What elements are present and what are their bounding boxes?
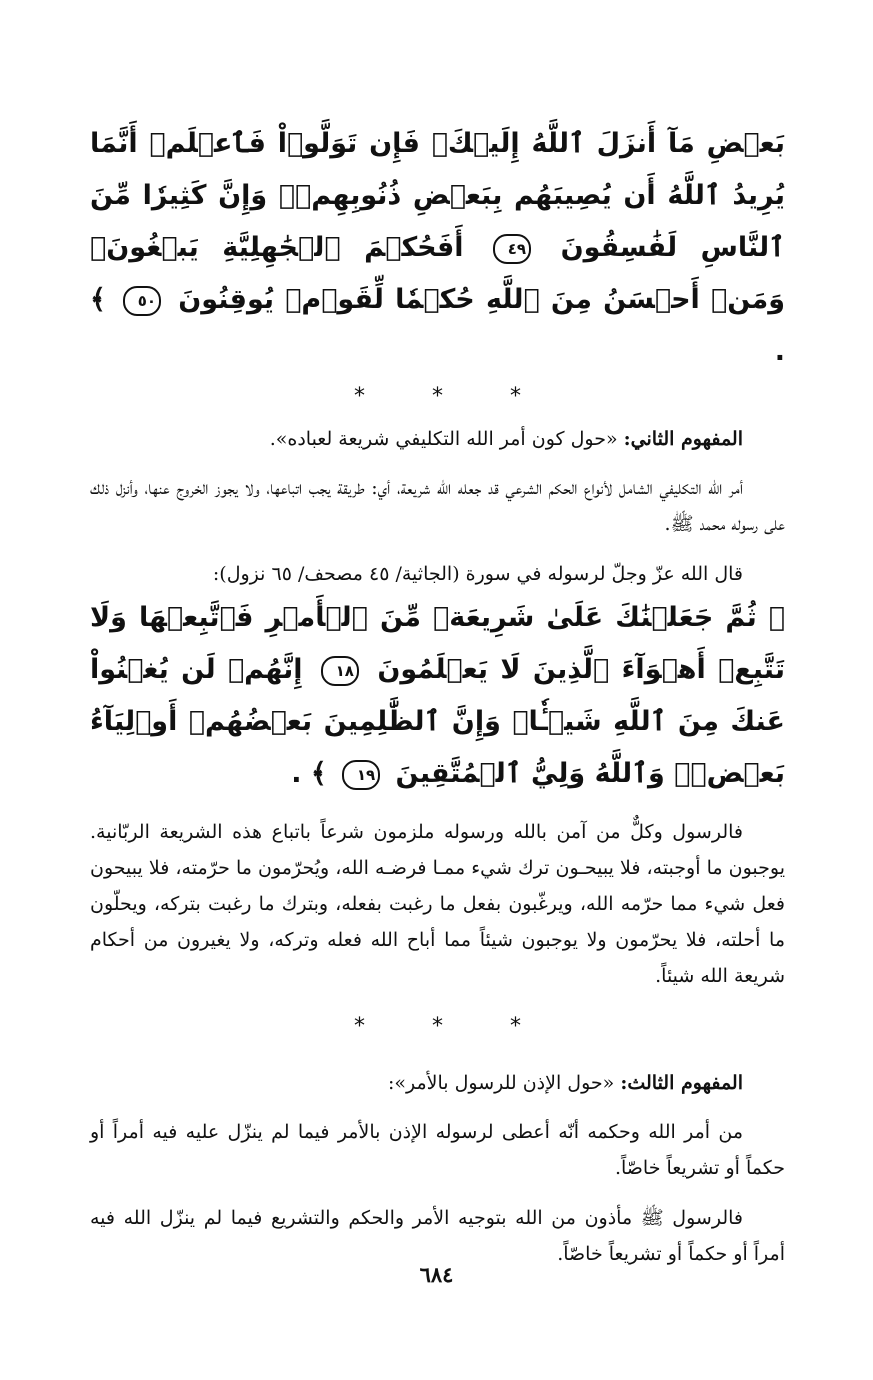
concept-label: المفهوم الثالث: — [620, 1072, 743, 1094]
verse-line: يَعۡلَمُونَ — [377, 654, 488, 685]
section-separator: * * * — [354, 1014, 551, 1039]
verse-line: وَٱللَّهُ وَلِيُّ ٱلۡمُتَّقِينَ — [395, 758, 665, 789]
body-paragraph: أمر الله التكليفي الشامل لأنواع الحكم الشرعي قد جعله الله شريعة، أي: طريقة يجب اتباعها، ولا يجوز الخروج عنها، وأنزل ذلك على رسوله محمد ﷺ. — [90, 477, 785, 535]
section-separator: * * * — [354, 384, 551, 409]
concept-heading — [90, 422, 785, 456]
verse-line: يُوقِنُونَ — [178, 284, 275, 315]
ayah-number-marker: ١٨ — [321, 656, 359, 686]
verse-close-bracket: ﴾ . — [291, 758, 327, 789]
verse-line: ثُمَّ جَعَلۡنَٰكَ عَلَىٰ شَرِيعَةٖ مِّنَ ٱلۡأَمۡرِ فَٱتَّبِعۡهَا وَلَا تَتَّبِعۡ أَهۡوَآءَ ٱلَّذِينَ لَا — [90, 602, 785, 685]
concept-title: «حول الإذن للرسول بالأمر»: — [387, 1072, 615, 1094]
verse-open-bracket: ﴿ — [768, 602, 785, 633]
ayah-number-marker: ٤٩ — [493, 234, 531, 264]
verse-intro: قال الله عزّ وجلّ لرسوله في سورة (الجاثية/ ٤٥ مصحف/ ٦٥ نزول): — [212, 563, 743, 585]
body-paragraph: من أمر الله وحكمه أنّه أعطى لرسوله الإذن بالأمر فيما لم ينزّل عليه فيه أمراً أو حكماً أو تشريعاً خاصّاً. — [90, 1121, 785, 1179]
concept-heading — [90, 1066, 785, 1100]
verse-line: أَفَحُكۡمَ ٱلۡجَٰهِلِيَّةِ يَبۡغُونَۚ وَمَنۡ أَحۡسَنُ مِنَ ٱللَّهِ حُكۡمٗا لِّقَوۡمٖ — [90, 232, 786, 315]
verse-line: ٱلنَّاسِ لَفَٰسِقُونَ — [560, 232, 785, 263]
ayah-number-marker: ٥٠ — [123, 286, 161, 316]
body-paragraph: فالرسول ﷺ مأذون من الله بتوجيه الأمر والحكم والتشريع فيما لم ينزّل الله فيه أمراً أو حكماً أو تشريعاً خاصّاً. — [90, 1207, 785, 1265]
body-paragraph: فالرسول وكلٌّ من آمن بالله ورسوله ملزمون شرعاً باتباع هذه الشريعة الربّانية. يوجبون ما أوجبته، فلا يبيحـون ترك شيء ممـا فرضـه الله، ويُحرّمون ما حرّمته، فلا يبيحون فعل شيء مما حرّمه الله، ويرغّبون بفعل ما رغبت بفعله، وبترك ما رغبت بتركه، ويحلّون ما أحلته، فلا يحرّمون ولا يوجبون شيئاً مما أباح الله فعله وتركه، ولا يغيرون من أحكام شريعة الله شيئاً. — [90, 821, 785, 987]
ayah-number-marker: ١٩ — [342, 760, 380, 790]
quran-verse — [90, 592, 785, 800]
page-number: ٦٨٤ — [419, 1262, 454, 1287]
verse-close-bracket: ﴾ . — [90, 284, 785, 367]
quran-verse-continuation — [90, 118, 785, 378]
verse-line: بَعۡضِ مَآ أَنزَلَ ٱللَّهُ إِلَيۡكَۖ فَإِن تَوَلَّوۡاْ فَٱعۡلَمۡ أَنَّمَا يُرِيدُ ٱللَّهُ أَن يُصِيبَهُم بِبَعۡضِ ذُنُوبِهِمۡۗ وَإِنَّ كَثِيرٗا مِّنَ — [90, 128, 785, 211]
concept-label: المفهوم الثاني: — [623, 428, 743, 450]
page-body — [90, 118, 785, 1272]
verse-line: إِنَّهُمۡ لَن يُغۡنُواْ عَنكَ مِنَ ٱللَّهِ شَيۡـٔٗاۚ وَإِنَّ ٱلظَّٰلِمِينَ بَعۡضُهُمۡ أَوۡلِيَآءُ بَعۡضٖۖ — [90, 654, 785, 789]
concept-title: «حول كون أمر الله التكليفي شريعة لعباده». — [269, 428, 618, 450]
